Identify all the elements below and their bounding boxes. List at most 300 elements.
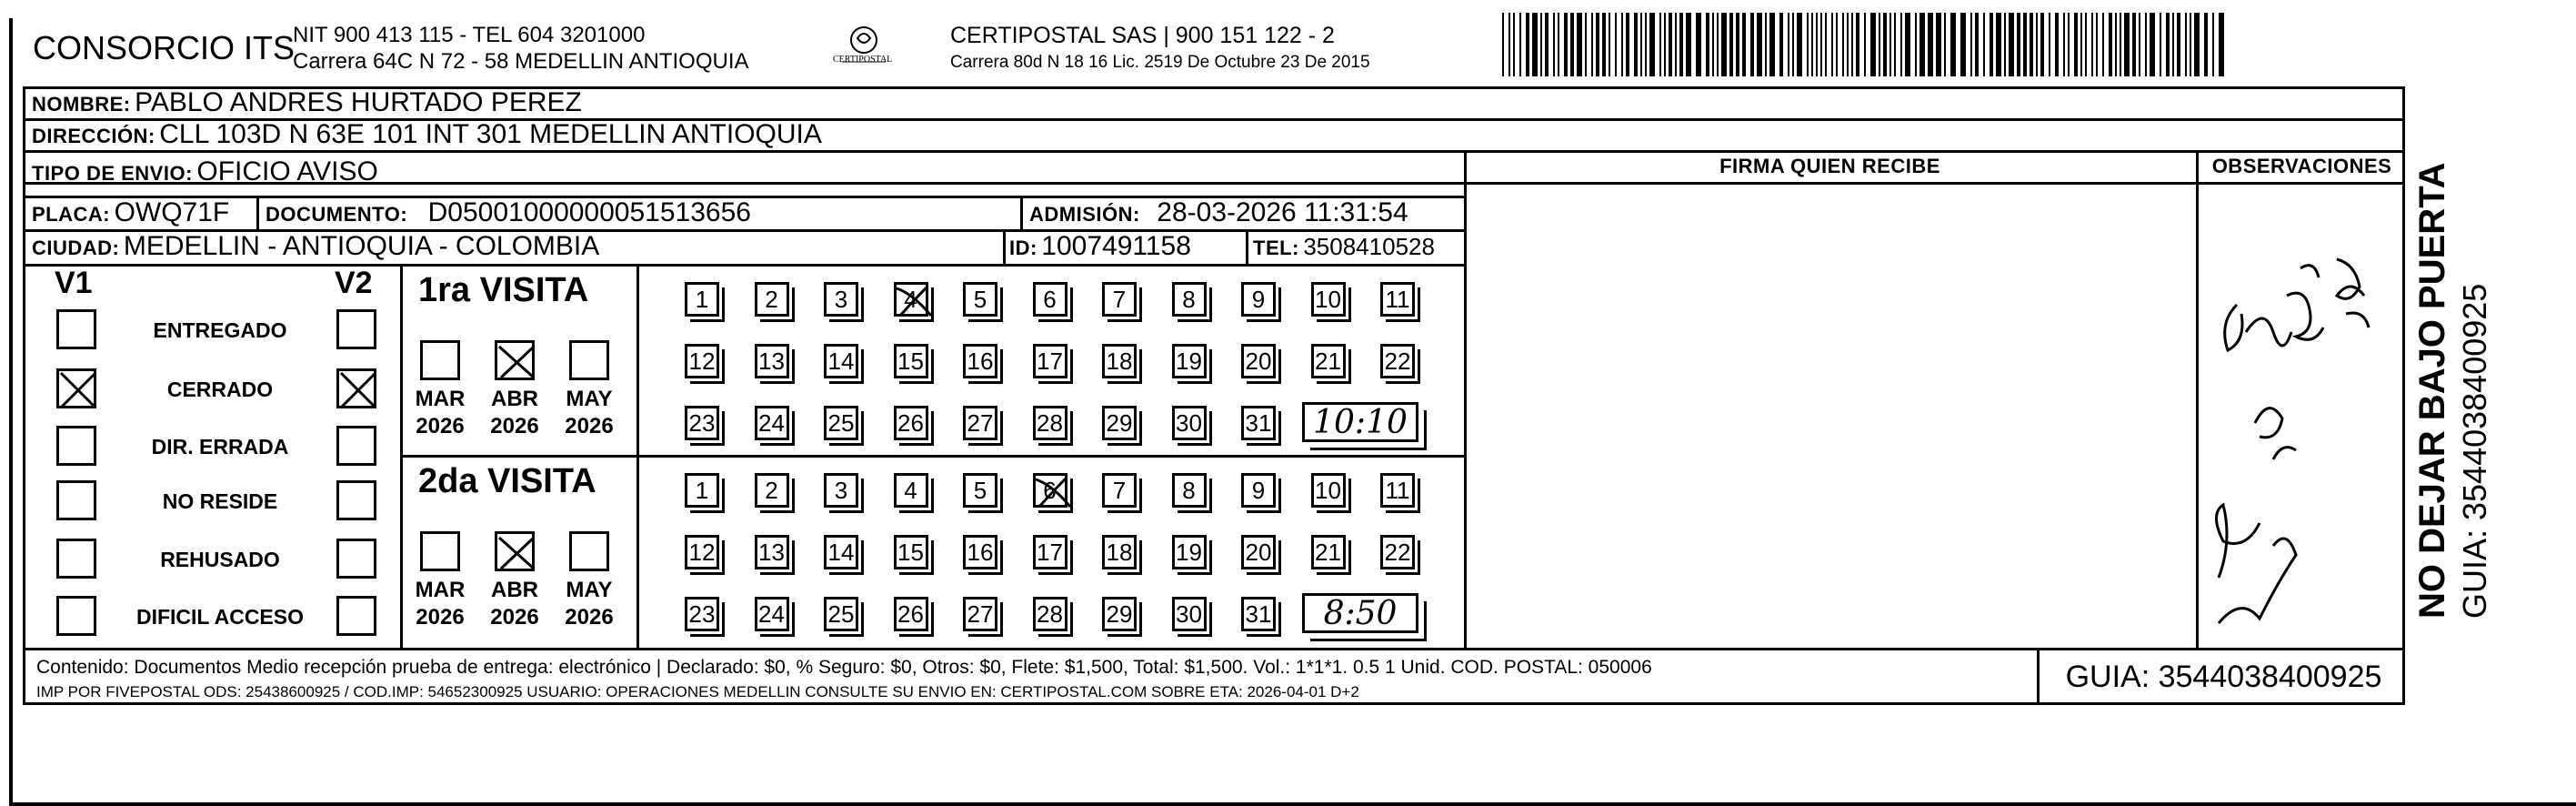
month-label (408, 577, 472, 631)
day-mark-icon (1036, 476, 1070, 510)
day-box[interactable] (1311, 535, 1346, 569)
day-box[interactable] (963, 597, 997, 631)
day-box[interactable] (963, 282, 997, 317)
day-box[interactable] (1311, 473, 1346, 508)
ciudad-value: MEDELLIN - ANTIOQUIA - COLOMBIA (123, 231, 600, 261)
barcode-bar (1615, 13, 1617, 76)
status-label: DIR. ERRADA (151, 435, 289, 458)
day-number: 10 (1315, 285, 1341, 313)
day-number: 4 (904, 285, 917, 313)
status-label: DIFICIL ACCESO (135, 605, 304, 629)
day-box[interactable] (824, 597, 858, 631)
barcode-bar (1649, 13, 1655, 76)
day-box[interactable] (894, 597, 928, 631)
tel-label: TEL: (1253, 237, 1299, 259)
day-box[interactable] (1033, 406, 1067, 440)
month-label (483, 577, 546, 631)
barcode-bar (1577, 13, 1582, 76)
barcode-bar (1864, 13, 1866, 76)
barcode-bar (1765, 13, 1767, 76)
v1-checkbox[interactable] (56, 309, 96, 349)
barcode-bar (1950, 13, 1956, 76)
barcode-bar (2109, 13, 2112, 76)
day-number: 22 (1384, 347, 1411, 375)
barcode-bar (2030, 13, 2033, 76)
day-box[interactable] (755, 406, 789, 440)
day-number: 19 (1176, 347, 1202, 375)
day-number: 2 (765, 285, 778, 313)
day-box[interactable] (1172, 344, 1207, 378)
barcode-bar (1609, 13, 1610, 76)
barcode-bar (2009, 13, 2014, 76)
v2-checkbox[interactable] (336, 426, 376, 466)
day-number: 4 (904, 476, 917, 504)
barcode-bar (1847, 13, 1849, 76)
footer-guia: GUIA: 3544038400925 (2065, 660, 2382, 694)
status-label: NO RESIDE (162, 489, 278, 513)
barcode-bar (2166, 13, 2170, 76)
day-box[interactable] (1380, 473, 1415, 508)
month-year: 2026 (565, 414, 614, 438)
barcode-bar (2115, 13, 2117, 76)
check-x-icon (497, 534, 537, 574)
v2-checkbox[interactable] (336, 596, 376, 636)
day-number: 12 (688, 538, 716, 566)
barcode-bar (1640, 13, 1642, 76)
v1-checkbox[interactable] (56, 596, 96, 636)
barcode-bar (1889, 13, 1891, 76)
ciudad-field (32, 231, 599, 262)
barcode-bar (1894, 13, 1896, 76)
month-name: ABR (491, 387, 538, 411)
day-number: 5 (973, 285, 987, 313)
nombre-row (32, 87, 582, 118)
barcode-bar (1996, 13, 2001, 76)
barcode-bar (1602, 13, 1606, 76)
barcode-bar (2120, 13, 2121, 76)
placa-value: OWQ71F (114, 197, 230, 227)
day-number: 14 (827, 347, 855, 375)
v2-checkbox[interactable] (336, 480, 376, 520)
id-label: ID: (1009, 237, 1037, 259)
barcode-bar (1856, 13, 1859, 76)
barcode-bar (1883, 13, 1887, 76)
day-number: 24 (758, 408, 785, 437)
ciudad-label: CIUDAD: (32, 237, 120, 259)
barcode-bar (1729, 13, 1733, 76)
barcode-bar (1975, 13, 1979, 76)
barcode-bar (1553, 13, 1555, 76)
certipostal-logo-icon (827, 22, 900, 76)
barcode-bar (1792, 13, 1794, 76)
v1-checkbox[interactable] (56, 368, 96, 408)
month-checkbox[interactable] (569, 531, 609, 571)
barcode-bar (1742, 13, 1746, 76)
month-year: 2026 (490, 414, 539, 438)
day-box[interactable] (1241, 473, 1276, 508)
day-box[interactable] (755, 597, 789, 631)
v2-label: V2 (335, 266, 373, 300)
day-box[interactable] (894, 282, 928, 317)
barcode-bar (1526, 13, 1529, 76)
barcode-bar (1502, 13, 1504, 76)
documento-label: DOCUMENTO: (266, 203, 408, 226)
day-box[interactable] (824, 282, 858, 317)
barcode-bar (2139, 13, 2140, 76)
day-box[interactable] (1033, 597, 1067, 631)
barcode-bar (1686, 13, 1691, 76)
barcode-bar (1669, 13, 1672, 76)
barcode-bar (2055, 13, 2059, 76)
v1-checkbox[interactable] (56, 426, 96, 466)
barcode-bar (1545, 13, 1549, 76)
day-number: 27 (967, 408, 994, 437)
barcode-bar (1675, 13, 1677, 76)
visit-time: 10:10 (1302, 402, 1418, 442)
barcode-bar (1750, 13, 1754, 76)
barcode-bar (1585, 13, 1587, 76)
admision-field (1029, 197, 1408, 228)
barcode-bar (1706, 13, 1709, 76)
barcode-bar (1851, 13, 1853, 76)
day-box[interactable] (1241, 406, 1276, 440)
month-name: MAY (566, 578, 613, 602)
barcode-bar (1816, 13, 1818, 76)
day-number: 15 (897, 347, 924, 375)
barcode-bar (1621, 13, 1623, 76)
barcode-bar (1811, 13, 1813, 76)
day-number: 21 (1315, 538, 1341, 566)
day-number: 23 (688, 599, 716, 628)
barcode-bar (2023, 13, 2027, 76)
barcode-bar (1836, 13, 1838, 76)
side-guia: GUIA: 3544038400925 (2456, 283, 2493, 619)
barcode-bar (1558, 13, 1559, 76)
barcode-bar (2085, 13, 2087, 76)
day-box[interactable] (894, 406, 928, 440)
barcode-bar (2004, 13, 2006, 76)
tipo-label: TIPO DE ENVIO: (32, 162, 193, 185)
barcode-bar (1645, 13, 1647, 76)
day-box[interactable] (755, 344, 789, 378)
day-box[interactable] (685, 535, 719, 569)
barcode-bar (1944, 13, 1946, 76)
day-number: 31 (1245, 599, 1272, 628)
barcode-bar (2049, 13, 2050, 76)
day-number: 8 (1182, 476, 1196, 504)
day-box[interactable] (1102, 597, 1137, 631)
day-box[interactable] (1172, 535, 1207, 569)
day-box[interactable] (755, 473, 789, 508)
barcode-bar (1919, 13, 1925, 76)
barcode-bar (2068, 13, 2070, 76)
day-box[interactable] (894, 473, 928, 508)
day-number: 28 (1037, 599, 1063, 628)
day-number: 7 (1112, 285, 1127, 313)
certipostal-address: Carrera 80d N 18 16 Lic. 2519 De Octubre 23 De 2015 (950, 53, 1370, 72)
day-number: 18 (1106, 538, 1133, 566)
side-text (2410, 109, 2573, 619)
id-field (1009, 231, 1191, 262)
barcode-bar (1736, 13, 1739, 76)
day-box[interactable] (824, 344, 858, 378)
barcode-bar (1905, 13, 1910, 76)
day-box[interactable] (1172, 597, 1207, 631)
tipo-value: OFICIO AVISO (196, 156, 378, 186)
day-number: 25 (827, 408, 855, 437)
barcode-bar (2080, 13, 2082, 76)
barcode-bar (1983, 13, 1985, 76)
observaciones-label: OBSERVACIONES (2211, 155, 2392, 177)
check-x-icon (497, 343, 537, 383)
barcode-bar (2096, 13, 2098, 76)
status-label: ENTREGADO (153, 318, 287, 342)
barcode-bar (1591, 13, 1593, 76)
day-number: 19 (1176, 538, 1202, 566)
v1-checkbox[interactable] (56, 539, 96, 579)
day-box[interactable] (755, 282, 789, 317)
barcode-bar (1634, 13, 1638, 76)
day-box[interactable] (1172, 406, 1207, 440)
barcode-bar (2124, 13, 2130, 76)
barcode-bar (2091, 13, 2093, 76)
day-box[interactable] (1102, 282, 1137, 317)
month-name: MAY (566, 387, 613, 411)
day-box[interactable] (963, 344, 997, 378)
v1-label: V1 (55, 266, 93, 300)
day-box[interactable] (755, 535, 789, 569)
day-number: 26 (897, 408, 924, 437)
month-checkbox[interactable] (569, 340, 609, 380)
placa-label: PLACA: (32, 203, 111, 226)
day-number: 13 (758, 347, 785, 375)
day-box[interactable] (1380, 344, 1415, 378)
day-box[interactable] (1241, 344, 1276, 378)
day-number: 29 (1106, 408, 1133, 437)
month-name: ABR (491, 578, 538, 602)
day-number: 9 (1251, 476, 1266, 504)
day-number: 25 (827, 599, 855, 628)
day-number: 14 (827, 538, 855, 566)
barcode-bar (1797, 13, 1802, 76)
month-checkbox[interactable] (495, 340, 535, 380)
barcode-bar (1513, 13, 1515, 76)
day-box[interactable] (1102, 535, 1137, 569)
observaciones-handwriting (2200, 186, 2401, 641)
v1-checkbox[interactable] (56, 480, 96, 520)
barcode-bar (1696, 13, 1701, 76)
id-value: 1007491158 (1041, 231, 1191, 261)
barcode-bar (2145, 13, 2147, 76)
day-number: 21 (1315, 347, 1341, 375)
barcode-bar (2177, 13, 2180, 76)
v2-checkbox[interactable] (336, 539, 376, 579)
nombre-label: NOMBRE: (32, 93, 131, 116)
day-box[interactable] (1241, 282, 1276, 317)
barcode-bar (2190, 13, 2191, 76)
barcode-bar (2074, 13, 2078, 76)
barcode-bar (1779, 13, 1783, 76)
day-box[interactable] (963, 406, 997, 440)
day-mark-icon (897, 285, 931, 319)
day-box[interactable] (685, 406, 719, 440)
day-box[interactable] (894, 344, 928, 378)
month-checkbox[interactable] (420, 340, 460, 380)
day-box[interactable] (1033, 535, 1067, 569)
barcode-bar (2063, 13, 2065, 76)
day-box[interactable] (824, 406, 858, 440)
barcode-bar (1842, 13, 1844, 76)
day-number: 3 (834, 476, 848, 504)
month-name: MAR (415, 387, 466, 411)
v2-checkbox[interactable] (336, 368, 376, 408)
barcode-bar (1960, 13, 1966, 76)
day-number: 20 (1245, 538, 1272, 566)
barcode-image (1502, 13, 2230, 76)
day-box[interactable] (685, 597, 719, 631)
barcode-bar (1820, 13, 1822, 76)
day-number: 7 (1112, 476, 1127, 504)
day-number: 5 (973, 476, 987, 504)
barcode-bar (2185, 13, 2187, 76)
barcode-bar (1900, 13, 1902, 76)
barcode-bar (2212, 13, 2214, 76)
check-x-icon (339, 371, 379, 411)
day-number: 10 (1315, 476, 1341, 504)
barcode-bar (1564, 13, 1568, 76)
certipostal-logo (827, 22, 900, 76)
barcode-bar (1570, 13, 1574, 76)
visit-title: 2da VISITA (418, 462, 596, 500)
tel-value: 3508410528 (1303, 233, 1435, 260)
day-box[interactable] (1033, 282, 1067, 317)
day-box[interactable] (963, 535, 997, 569)
day-box[interactable] (824, 473, 858, 508)
month-year: 2026 (565, 605, 614, 630)
day-number: 22 (1384, 538, 1411, 566)
day-box[interactable] (894, 535, 928, 569)
imp-text: IMP POR FIVEPOSTAL ODS: 25438600925 / COD.IMP: 54652300925 USUARIO: OPERACIONES MEDELLIN CONSULTE SU ENVIO EN: CERTIPOSTAL.COM SOBRE ETA: 2026-04-01 D+2 (36, 683, 1359, 700)
barcode-bar (1712, 13, 1714, 76)
month-year: 2026 (416, 414, 465, 438)
day-number: 11 (1385, 476, 1410, 504)
month-checkbox[interactable] (420, 531, 460, 571)
placa-field (32, 197, 229, 228)
day-number: 3 (834, 285, 848, 313)
barcode-bar (1936, 13, 1941, 76)
direccion-label: DIRECCIÓN: (32, 125, 155, 147)
day-box[interactable] (1033, 344, 1067, 378)
barcode-bar (2036, 13, 2038, 76)
month-year: 2026 (490, 605, 539, 630)
day-box[interactable] (1380, 282, 1415, 317)
admision-value: 28-03-2026 11:31:54 (1157, 197, 1408, 227)
day-box[interactable] (824, 535, 858, 569)
day-box[interactable] (1380, 535, 1415, 569)
day-number: 24 (758, 599, 785, 628)
day-box[interactable] (1172, 282, 1207, 317)
month-label (557, 577, 621, 631)
tel-field (1253, 233, 1435, 261)
barcode-bar (2102, 13, 2104, 76)
direccion-row (32, 119, 822, 150)
day-number: 30 (1176, 408, 1202, 437)
visit-time: 8:50 (1302, 593, 1418, 633)
day-box[interactable] (1241, 535, 1276, 569)
barcode-bar (1679, 13, 1683, 76)
day-number: 11 (1385, 285, 1410, 313)
day-number: 15 (897, 538, 924, 566)
day-number: 30 (1176, 599, 1202, 628)
admision-label: ADMISIÓN: (1029, 203, 1140, 226)
barcode-bar (1870, 13, 1876, 76)
day-number: 29 (1106, 599, 1133, 628)
day-number: 23 (688, 408, 716, 437)
barcode-bar (2150, 13, 2155, 76)
documento-field (266, 197, 751, 228)
barcode-bar (1717, 13, 1719, 76)
barcode-bar (1532, 13, 1538, 76)
barcode-bar (1659, 13, 1661, 76)
barcode-bar (1990, 13, 1993, 76)
day-box[interactable] (1102, 344, 1137, 378)
barcode-bar (1519, 13, 1521, 76)
day-box[interactable] (685, 282, 719, 317)
documento-value: D05001000000051513656 (427, 197, 751, 227)
month-name: MAR (415, 578, 466, 602)
tipo-row (32, 156, 378, 187)
barcode (1502, 13, 2230, 76)
day-number: 13 (758, 538, 785, 566)
day-box[interactable] (1311, 282, 1346, 317)
month-year: 2026 (416, 605, 465, 630)
day-number: 17 (1037, 538, 1063, 566)
time-shadow (1310, 601, 1427, 641)
nombre-value: PABLO ANDRES HURTADO PEREZ (135, 87, 582, 117)
month-checkbox[interactable] (495, 531, 535, 571)
day-number: 18 (1106, 347, 1133, 375)
day-number: 9 (1251, 285, 1266, 313)
day-box[interactable] (1033, 473, 1067, 508)
barcode-bar (2160, 13, 2161, 76)
day-number: 17 (1037, 347, 1063, 375)
check-x-icon (59, 371, 99, 411)
day-box[interactable] (1172, 473, 1207, 508)
barcode-bar (1928, 13, 1933, 76)
day-number: 1 (695, 285, 709, 313)
day-box[interactable] (1241, 597, 1276, 631)
visit-title: 1ra VISITA (418, 271, 589, 309)
day-number: 2 (765, 476, 778, 504)
day-number: 6 (1043, 285, 1057, 313)
firma-label: FIRMA QUIEN RECIBE (1719, 155, 1940, 177)
day-box[interactable] (685, 473, 719, 508)
month-label (557, 386, 621, 440)
no-dejar-bajo-puerta: NO DEJAR BAJO PUERTA (2412, 162, 2452, 619)
time-shadow (1310, 410, 1427, 450)
company-name: CONSORCIO ITS (33, 29, 296, 66)
day-number: 16 (967, 347, 994, 375)
day-box[interactable] (963, 473, 997, 508)
v2-checkbox[interactable] (336, 309, 376, 349)
day-box[interactable] (685, 344, 719, 378)
day-number: 31 (1245, 408, 1272, 437)
barcode-bar (2040, 13, 2044, 76)
address-line: Carrera 64C N 72 - 58 MEDELLIN ANTIOQUIA (293, 49, 749, 74)
day-box[interactable] (1102, 473, 1137, 508)
day-box[interactable] (1311, 344, 1346, 378)
day-box[interactable] (1102, 406, 1137, 440)
